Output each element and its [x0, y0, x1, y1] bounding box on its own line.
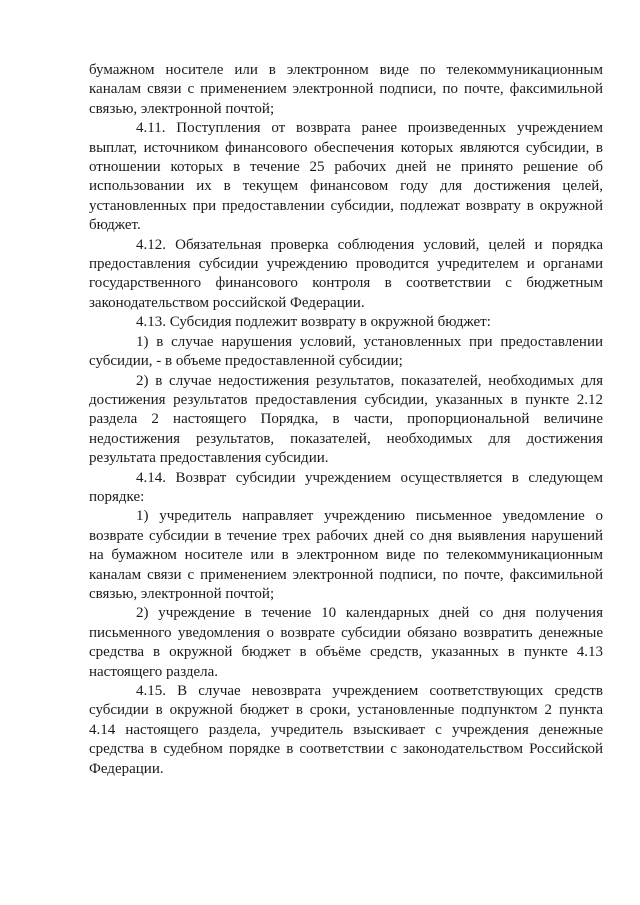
paragraph-4-11: 4.11. Поступления от возврата ранее произведенных учреждением выплат, источником финансового обеспечения которых являются субсидии, в отношении которых в течение 25 рабочих дней не принято решение об использовании их в текущем финансовом году для достижения целей, установленных при предоставлении субсидии, подлежат возврату в окружной бюджет. [89, 120, 603, 234]
paragraph-4-12: 4.12. Обязательная проверка соблюдения условий, целей и порядка предоставления субсидии учреждению проводится учредителем и органами государственного финансового контроля в соответствии с бюджетным законодательством российской Федерации. [89, 236, 603, 311]
paragraph-4-13-item-2: 2) в случае недостижения результатов, показателей, необходимых для достижения результатов предоставления субсидии, указанных в пункте 2.12 раздела 2 настоящего Порядка, в части, пропорциональной величине недостижения результатов, показателей, необходимых для достижения результата предоставления субсидии. [89, 372, 603, 467]
paragraph-4-13: 4.13. Субсидия подлежит возврату в окружной бюджет: [136, 314, 491, 331]
paragraph-4-15: 4.15. В случае невозврата учреждением соответствующих средств субсидии в окружной бюджет в сроки, установленные подпунктом 2 пункта 4.14 настоящего раздела, учредитель взыскивает с учреждения денежные средства в судебном порядке в соответствии с законодательством Российской Федерации. [89, 683, 603, 777]
paragraph-continuation: бумажном носителе или в электронном виде по телекоммуникационным каналам связи с применением электронной подписи, по почте, факсимильной связью, электронной почтой; [89, 62, 603, 117]
paragraph-4-14-item-2: 2) учреждение в течение 10 календарных дней со дня получения письменного уведомления о возврате субсидии обязано возвратить денежные средства в окружной бюджет в объёме средств, указанных в пункте 4.13 настоящего раздела. [89, 605, 603, 680]
paragraph-4-13-item-1: 1) в случае нарушения условий, установленных при предоставлении субсидии, - в объеме предоставленной субсидии; [89, 333, 603, 370]
paragraph-4-14-item-1: 1) учредитель направляет учреждению письменное уведомление о возврате субсидии в течение трех рабочих дней со дня выявления нарушений на бумажном носителе или в электронном виде по телекоммуникационным каналам связи с применением электронной подписи, по почте, факсимильной связью, электронной почтой; [89, 508, 603, 602]
document-body [89, 61, 603, 779]
paragraph-4-14: 4.14. Возврат субсидии учреждением осуществляется в следующем порядке: [89, 469, 603, 505]
